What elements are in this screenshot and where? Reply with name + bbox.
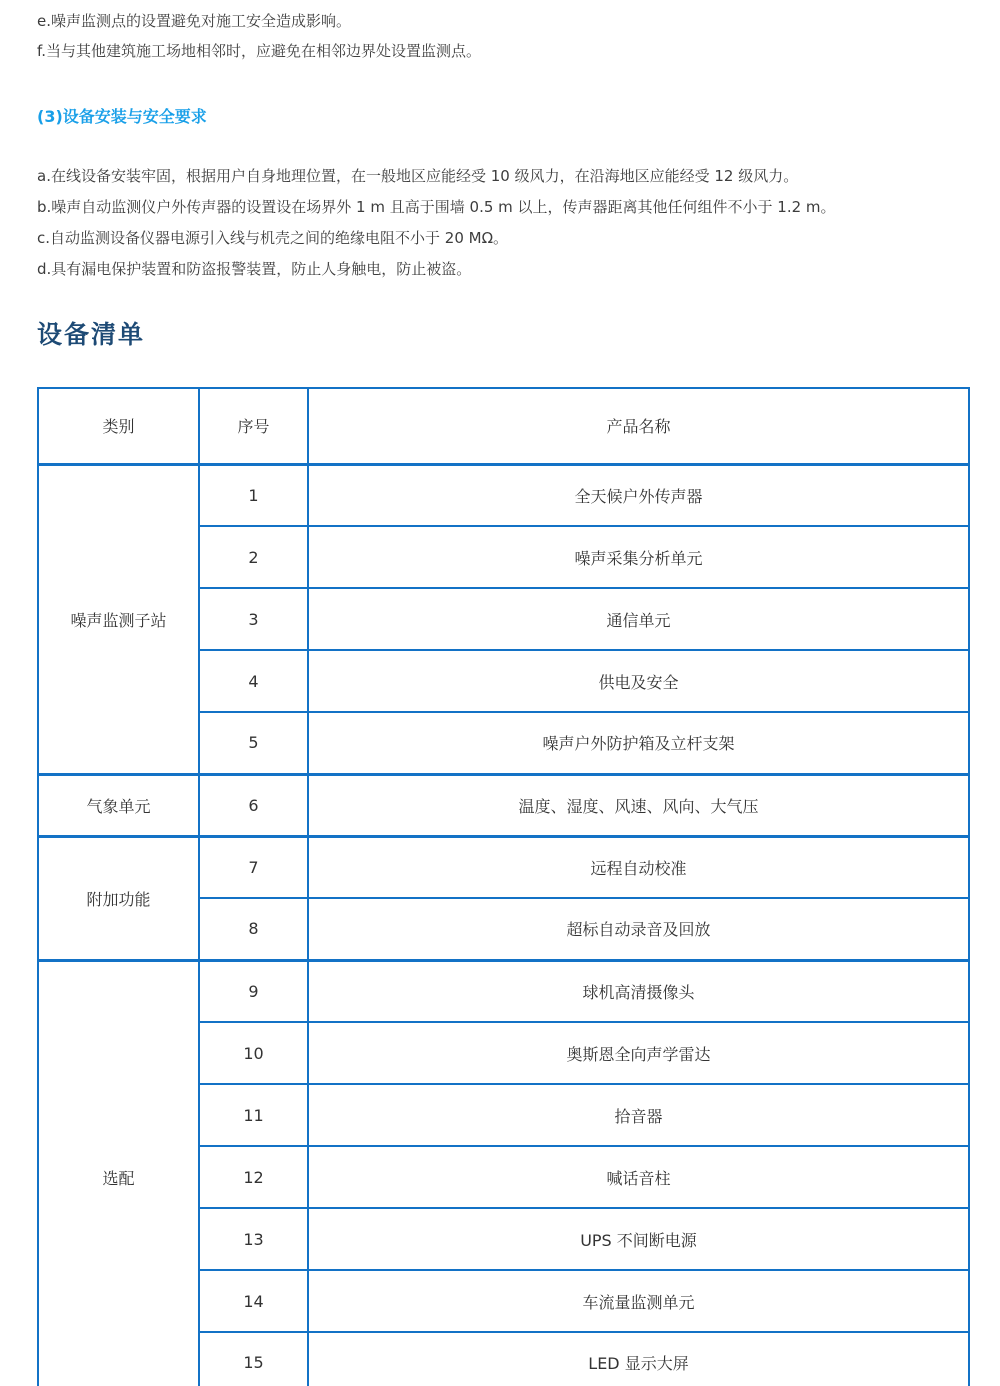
product-cell: LED 显示大屏 xyxy=(308,1332,969,1386)
product-cell: 通信单元 xyxy=(308,588,969,650)
index-cell: 3 xyxy=(199,588,308,650)
index-cell: 13 xyxy=(199,1208,308,1270)
product-cell: 喊话音柱 xyxy=(308,1146,969,1208)
requirement-b: b.噪声自动监测仪户外传声器的设置设在场界外 1 m 且高于围墙 0.5 m 以上，传声器距离其他任何组件不小于 1.2 m。 xyxy=(37,198,836,216)
product-cell: 拾音器 xyxy=(308,1084,969,1146)
header-cell-product: 产品名称 xyxy=(308,388,969,464)
header-cell-category: 类别 xyxy=(38,388,199,464)
index-cell: 7 xyxy=(199,836,308,898)
section-title: 设备清单 xyxy=(37,320,146,349)
intro-line-f: f.当与其他建筑施工场地相邻时，应避免在相邻边界处设置监测点。 xyxy=(37,42,481,60)
product-cell: UPS 不间断电源 xyxy=(308,1208,969,1270)
requirements-paragraph xyxy=(37,161,968,285)
product-cell: 超标自动录音及回放 xyxy=(308,898,969,960)
table-row xyxy=(38,836,969,898)
equipment-table xyxy=(37,387,970,1386)
index-cell: 2 xyxy=(199,526,308,588)
table-header-row xyxy=(38,388,969,464)
requirement-c: c.自动监测设备仪器电源引入线与机壳之间的绝缘电阻不小于 20 MΩ。 xyxy=(37,229,509,247)
table-row xyxy=(38,774,969,836)
index-cell: 9 xyxy=(199,960,308,1022)
product-cell: 噪声户外防护箱及立杆支架 xyxy=(308,712,969,774)
index-cell: 14 xyxy=(199,1270,308,1332)
category-cell-weather-unit: 气象单元 xyxy=(38,774,199,836)
category-cell-noise-substation: 噪声监测子站 xyxy=(38,464,199,774)
index-cell: 10 xyxy=(199,1022,308,1084)
index-cell: 15 xyxy=(199,1332,308,1386)
product-cell: 球机高清摄像头 xyxy=(308,960,969,1022)
intro-paragraph xyxy=(37,6,968,66)
index-cell: 11 xyxy=(199,1084,308,1146)
category-cell-additional-functions: 附加功能 xyxy=(38,836,199,960)
requirement-d: d.具有漏电保护装置和防盗报警装置，防止人身触电，防止被盗。 xyxy=(37,260,472,278)
header-cell-number: 序号 xyxy=(199,388,308,464)
index-cell: 8 xyxy=(199,898,308,960)
index-cell: 4 xyxy=(199,650,308,712)
index-cell: 12 xyxy=(199,1146,308,1208)
product-cell: 温度、湿度、风速、风向、大气压 xyxy=(308,774,969,836)
table-row xyxy=(38,960,969,1022)
product-cell: 远程自动校准 xyxy=(308,836,969,898)
table-row xyxy=(38,464,969,526)
index-cell: 1 xyxy=(199,464,308,526)
product-cell: 供电及安全 xyxy=(308,650,969,712)
subsection-heading: (3)设备安装与安全要求 xyxy=(37,107,207,126)
requirement-a: a.在线设备安装牢固，根据用户自身地理位置，在一般地区应能经受 10 级风力，在沿海地区应能经受 12 级风力。 xyxy=(37,167,799,185)
product-cell: 全天候户外传声器 xyxy=(308,464,969,526)
category-cell-optional: 选配 xyxy=(38,960,199,1386)
product-cell: 奥斯恩全向声学雷达 xyxy=(308,1022,969,1084)
product-cell: 车流量监测单元 xyxy=(308,1270,969,1332)
index-cell: 5 xyxy=(199,712,308,774)
product-cell: 噪声采集分析单元 xyxy=(308,526,969,588)
index-cell: 6 xyxy=(199,774,308,836)
intro-line-e: e.噪声监测点的设置避免对施工安全造成影响。 xyxy=(37,12,351,30)
